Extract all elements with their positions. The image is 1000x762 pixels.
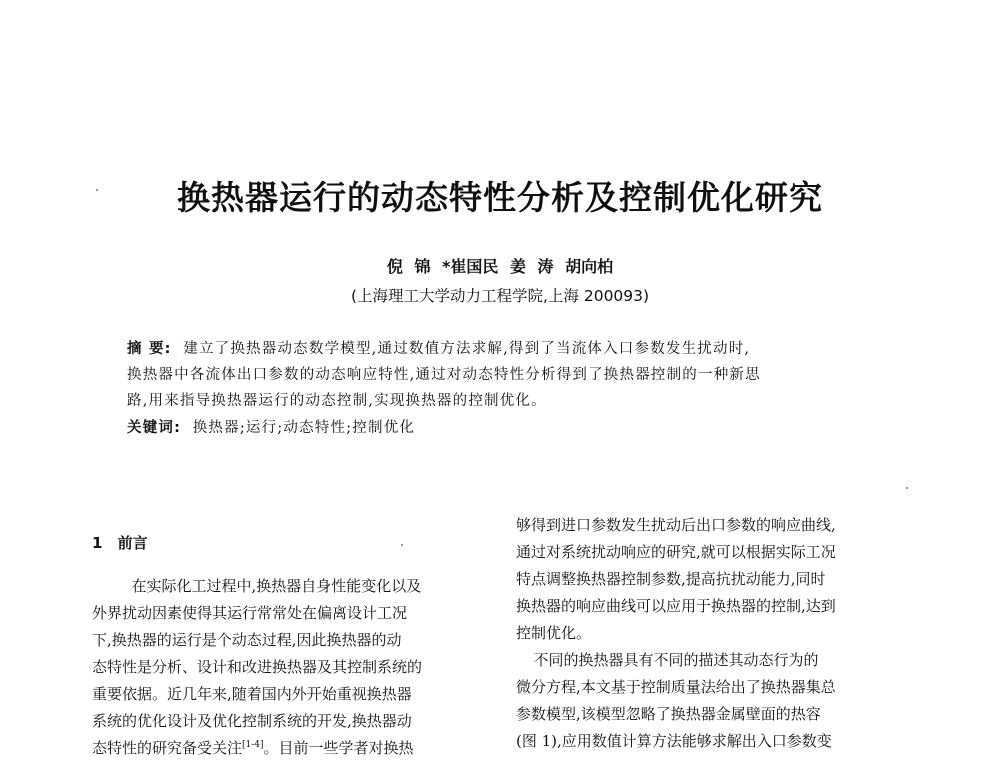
body-line: 外界扰动因素使得其运行常常处在偏离设计工况 xyxy=(92,604,408,622)
paper-title: 换热器运行的动态特性分析及控制优化研究 xyxy=(177,178,823,217)
body-line: 微分方程,本文基于控制质量法给出了换热器集总 xyxy=(516,678,836,696)
body-line: 够得到进口参数发生扰动后出口参数的响应曲线, xyxy=(516,516,836,534)
body-line: 系统的优化设计及优化控制系统的开发,换热器动 xyxy=(92,712,412,730)
section-heading: 1 前言 xyxy=(92,534,148,552)
body-line: 在实际化工过程中,换热器自身性能变化以及 xyxy=(122,577,422,595)
right-column xyxy=(516,512,912,755)
citation: [1-4] xyxy=(242,740,264,750)
abstract-line: 路,用来指导换热器运行的动态控制,实现换热器的控制优化。 xyxy=(127,393,547,409)
abstract xyxy=(127,336,887,414)
body-line: 通过对系统扰动响应的研究,就可以根据实际工况 xyxy=(516,543,836,561)
abstract-line xyxy=(127,336,887,362)
body-line: 不同的换热器具有不同的描述其动态行为的 xyxy=(524,651,819,669)
abstract-label: 摘 要: xyxy=(127,341,172,357)
body-text: 。目前一些学者对换热 xyxy=(263,739,414,757)
body-line: 换热器的响应曲线可以应用于换热器的控制,达到 xyxy=(516,597,836,615)
body-line: 特点调整换热器控制参数,提高抗扰动能力,同时 xyxy=(516,570,826,588)
body-line: (图 1),应用数值计算方法能够求解出入口参数变 xyxy=(516,732,832,750)
body-line: 态特性是分析、设计和改进换热器及其控制系统的 xyxy=(92,658,423,676)
abstract-line: 换热器中各流体出口参数的动态响应特性,通过对动态特性分析得到了换热器控制的一种新思 xyxy=(127,367,761,383)
left-column xyxy=(92,530,484,762)
affiliation: (上海理工大学动力工程学院,上海 200093) xyxy=(350,287,650,305)
keywords xyxy=(127,416,415,437)
abstract-text: 建立了换热器动态数学模型,通过数值方法求解,得到了当流体入口参数发生扰动时, xyxy=(183,341,751,357)
scan-speck xyxy=(906,487,908,489)
keywords-text: 换热器;运行;动态特性;控制优化 xyxy=(192,420,416,436)
body-line: 控制优化。 xyxy=(516,624,592,642)
body-line: 重要依据。近几年来,随着国内外开始重视换热器 xyxy=(92,685,412,703)
author-list: 倪 锦 *崔国民 姜 涛 胡向柏 xyxy=(386,257,614,276)
keywords-label: 关键词: xyxy=(127,420,182,436)
body-line: 下,换热器的运行是个动态过程,因此换热器的动 xyxy=(92,631,402,649)
body-text: 态特性的研究备受关注 xyxy=(92,739,243,757)
body-line xyxy=(92,735,484,762)
body-line: 参数模型,该模型忽略了换热器金属壁面的热容 xyxy=(516,705,821,723)
